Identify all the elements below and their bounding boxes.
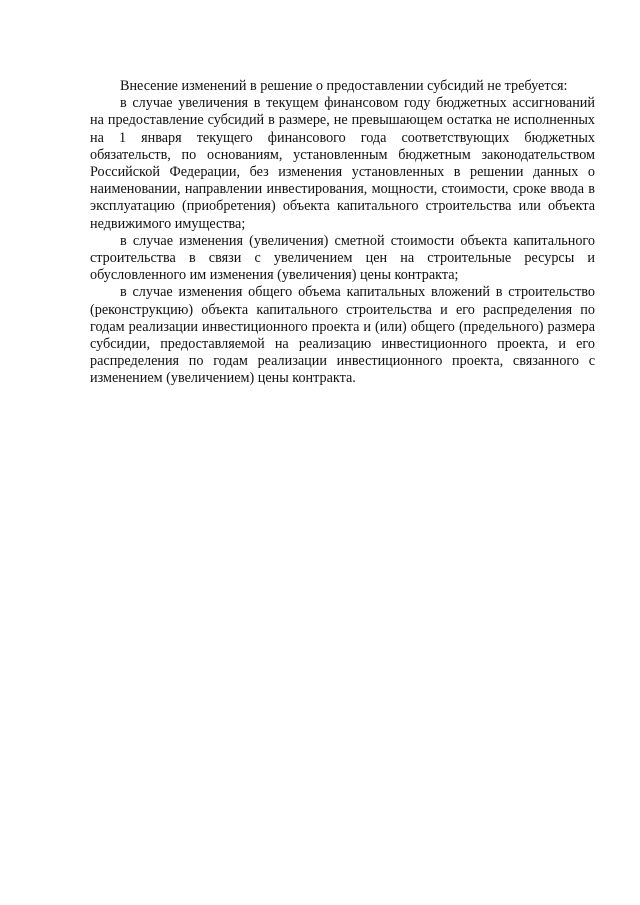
paragraph-intro: Внесение изменений в решение о предоставлении субсидий не требуется: <box>120 78 568 94</box>
paragraph-case-investment-change: в случае изменения общего объема капитальных вложений в строительство (реконструкцию) объекта капитального строительства и его распределения по годам реализации инвестиционного проекта и (или) общего (предельного) размера субсидии, предоставляемой на реализацию инвестиционного проекта, и его распределения по годам реализации инвестиционного проекта, связанного с изменением (увеличением) цены контракта. <box>90 284 595 387</box>
paragraph-case-budget-increase: в случае увеличения в текущем финансовом году бюджетных ассигнований на предоставление субсидий в размере, не превышающем остатка не исполненных на 1 января текущего финансового года соответствующих бюджетных обязательств, по основаниям, установленным бюджетным законодательством Российской Федерации, без изменения установленных в решении данных о наименовании, направлении инвестирования, мощности, стоимости, сроке ввода в эксплуатацию (приобретения) объекта капитального строительства или объекта недвижимого имущества; <box>90 95 595 232</box>
document-body <box>90 78 595 388</box>
paragraph-case-estimate-increase: в случае изменения (увеличения) сметной стоимости объекта капитального строительства в связи с увеличением цен на строительные ресурсы и обусловленного им изменения (увеличения) цены контракта; <box>90 232 595 284</box>
